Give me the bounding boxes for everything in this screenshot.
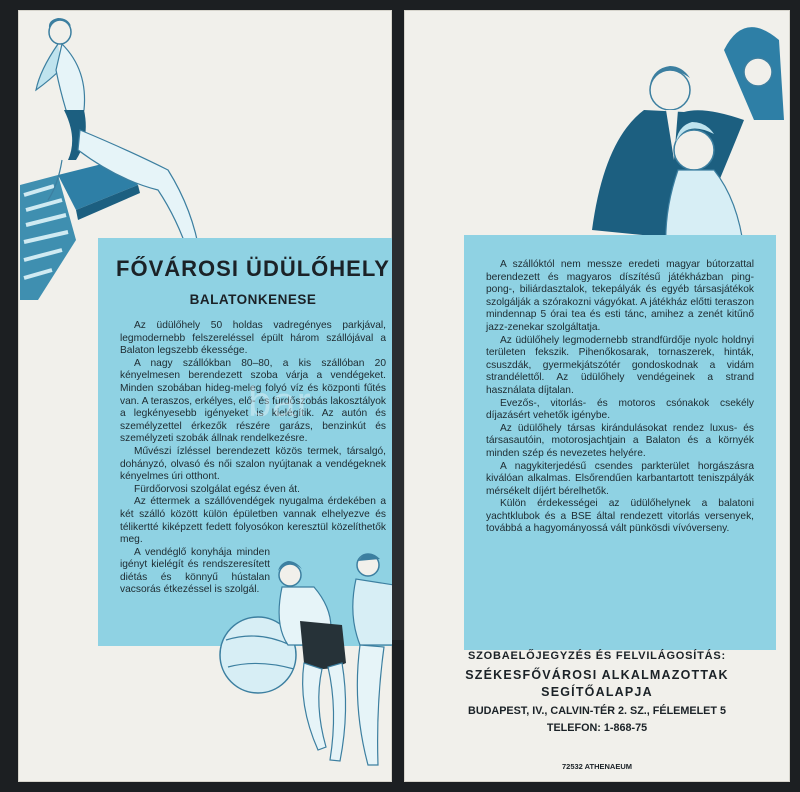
- organization-name-2: SEGÍTŐALAPJA: [541, 685, 653, 699]
- right-brochure-panel: [404, 10, 790, 782]
- location-subtitle: BALATONKENESE: [189, 292, 317, 307]
- paragraph: Az üdülőhely legmodernebb strandfürdője nyolc holdnyi területen fekszik. Pihenőkosarak, tornaszerek, hinták, csuszdák, gyermekjátszótér gondoskodnak a vidám strandélettől. Az üdülőhely vendégeinek a strand használata díjtalan.: [486, 334, 754, 396]
- paragraph: Az üdülőhely 50 holdas vadregényes parkjával, legmodernebb felszereléssel épült három szállójával a Balaton legszebb ékessége.: [120, 320, 386, 357]
- telephone: TELEFON: 1-868-75: [546, 722, 648, 734]
- page-title: FŐVÁROSI ÜDÜLŐHELY: [116, 256, 390, 281]
- paragraph: Külön érdekességei az üdülőhelynek a balatoni yachtklubok és a BSE által rendezett vitorlás versenyek, továbbá a hagyományossá vált pünkösdi vívóverseny.: [486, 498, 754, 535]
- watermark-text: bar: [248, 378, 312, 425]
- reservation-heading: SZOBAELŐJEGYZÉS ÉS FELVILÁGOSÍTÁS:: [467, 650, 727, 662]
- address: BUDAPEST, IV., CALVIN-TÉR 2. SZ., FÉLEMELET 5: [468, 705, 726, 717]
- paragraph: A nagykiterjedésű csendes parkterület horgászásra kiválóan alkalmas. Elsőrendűen karbantartott teniszpályák mérsékelt díjért bérelhetők.: [486, 460, 754, 497]
- paragraph: Művészi ízléssel berendezett közös termek, társalgó, dohányzó, olvasó és női szalon nyújtanak a vendégeknek kényelmes úri otthont.: [120, 445, 386, 483]
- left-brochure-panel: [18, 10, 392, 782]
- beach-players-illustration: [218, 535, 392, 782]
- paragraph: A szállóktól nem messze eredeti magyar bútorzattal berendezett és magyaros díszítésű játékházban ping-pong-, biliárdasztalok, tekepályák és egyéb társasjátékok szolgálják a szórakozni vágyókat. A játékház előtti teraszon mindennap 5 órai tea és esti tánc, amihez a zenét kitűnő jazz-zenekar szolgáltatja.: [486, 259, 754, 333]
- paragraph: Az üdülőhely társas kirándulásokat rendez luxus- és társasautóin, motorosjachtjain a Balaton és a környék minden szép és nevezetes helyére.: [486, 422, 754, 459]
- center-fold-gap: [390, 120, 404, 640]
- printer-imprint: 72532 ATHENAEUM: [561, 762, 633, 771]
- paragraph: Az éttermek a szállóvendégek nyugalma érdekében a két szálló között külön épületben vannak elhelyezve és télikertté kiképzett fedett folyosókon keresztül közelíthetők meg.: [120, 496, 386, 546]
- right-body-text: [486, 259, 754, 536]
- dancing-couple-illustration: [574, 10, 790, 250]
- right-text-box: [464, 235, 776, 650]
- paragraph: A nagy szállókban 80–80, a kis szállóban 20 kényelmesen berendezett szoba várja a vendégeket. Minden szobában hideg-meleg folyó víz és központi fűtés van. A teraszos, erkélyes, elő- és fürdőszobás lakosztályok a legkényesebb igényeket is kielégítik. Az autón és személyzettel érkezők részére garázs, benzinkút és személyzeti szobák állnak rendelkezésre.: [120, 357, 386, 445]
- organization-name: SZÉKESFŐVÁROSI ALKALMAZOTTAK: [465, 668, 729, 682]
- paragraph: A vendéglő konyhája minden igényt kielégít és rendszeresített diétás és könnyű hústalan vacsorás étkezéssel is szolgál.: [120, 546, 270, 596]
- paragraph: Evezős-, vitorlás- és motoros csónakok csekély díjazásért vehetők igénybe.: [486, 397, 754, 422]
- paragraph: Fürdőorvosi szolgálat egész éven át.: [134, 483, 300, 495]
